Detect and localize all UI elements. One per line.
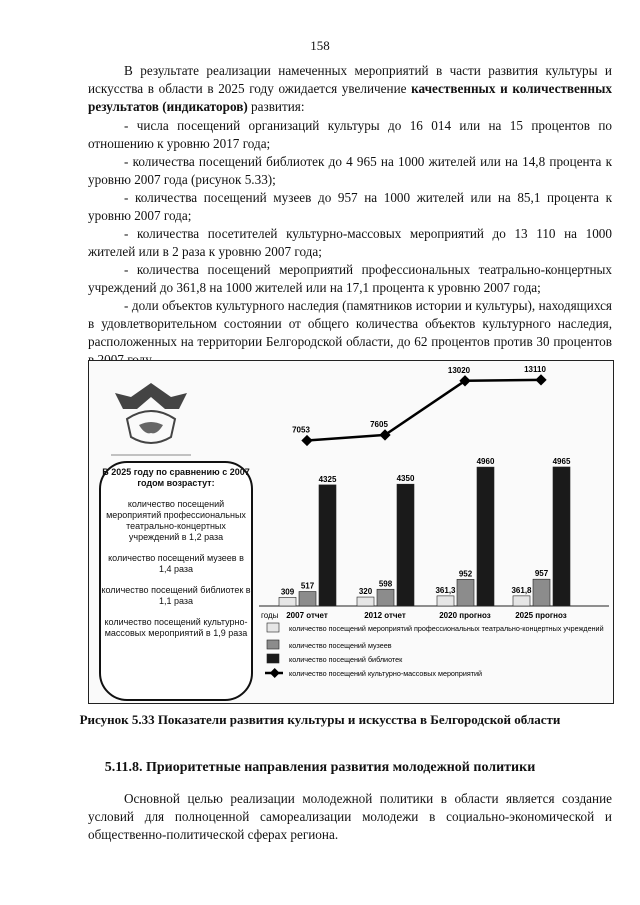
- data-label: 952: [458, 569, 473, 579]
- data-label: 4965: [552, 456, 571, 466]
- data-label: 13020: [447, 365, 471, 375]
- bar: [513, 596, 530, 606]
- bar: [397, 484, 414, 606]
- data-label: 361,3: [435, 585, 456, 595]
- x-tick-label: 2025 прогноз: [515, 611, 567, 620]
- x-axis-title: годы: [261, 611, 279, 620]
- legend-label: количество посещений музеев: [289, 641, 392, 650]
- legend-swatch: [267, 640, 279, 649]
- data-label: 598: [378, 579, 393, 589]
- info-box-item: количество посещений библиотек в 1,1 раза: [101, 585, 251, 606]
- bar: [437, 596, 454, 606]
- x-tick-label: 2007 отчет: [286, 611, 328, 620]
- info-box-heading: В 2025 году по сравнению с 2007 годом возрастут:: [102, 467, 250, 488]
- intro-bold-text: качественных и количественных результатов (индикаторов): [88, 81, 612, 114]
- bar: [299, 592, 316, 606]
- series-line: [307, 380, 541, 441]
- bar: [319, 485, 336, 606]
- intro-text-end: развития:: [247, 99, 305, 114]
- data-label: 4350: [396, 474, 415, 484]
- legend-label: количество посещений библиотек: [289, 655, 403, 664]
- info-box-item: количество посещений музеев в 1,4 раза: [108, 553, 244, 574]
- info-box-item: количество посещений культурно-массовых мероприятий в 1,9 раза: [104, 617, 248, 638]
- bullet-item: - количества посетителей культурно-массовых мероприятий до 13 110 на 1000 жителей или в 2 раза к уровню 2007 года;: [88, 226, 612, 259]
- closing-paragraph: Основной целью реализации молодежной политики в области является создание условий для полноценной самореализации молодежи в социально-экономической и общественно-политической сферах региона.: [88, 791, 612, 842]
- bar: [377, 589, 394, 606]
- data-label: 4325: [318, 474, 337, 484]
- bullet-item: - количества посещений библиотек до 4 965 на 1000 жителей или на 14,8 процента к уровню 2007 года (рисунок 5.33);: [88, 154, 612, 187]
- line-point: [301, 435, 312, 446]
- bar: [533, 579, 550, 606]
- info-box: [99, 461, 253, 701]
- bar: [357, 597, 374, 606]
- x-tick-label: 2020 прогноз: [439, 611, 491, 620]
- bullet-item: - количества посещений мероприятий профессиональных театрально-концертных учреждений до 361,8 на 1000 жителей или на 17,1 процента к уровню 2007 года;: [88, 262, 612, 295]
- figure-5-33: [88, 360, 614, 704]
- bar: [553, 467, 570, 606]
- data-label: 361,8: [511, 585, 532, 595]
- data-label: 957: [534, 569, 549, 579]
- line-point: [535, 374, 546, 385]
- data-label: 13110: [524, 364, 546, 374]
- data-label: 309: [280, 587, 295, 597]
- legend-marker: [270, 668, 280, 678]
- bullet-item: - количества посещений музеев до 957 на 1000 жителей или на 85,1 процента к уровню 2007 года;: [88, 190, 612, 223]
- page-number: 158: [310, 38, 330, 53]
- data-label: 320: [358, 587, 373, 597]
- legend-swatch: [267, 623, 279, 632]
- data-label: 7605: [370, 419, 388, 429]
- intro-paragraph: [88, 62, 612, 116]
- data-label: 517: [300, 581, 315, 591]
- figure-caption: Рисунок 5.33 Показатели развития культуры и искусства в Белгородской области: [79, 712, 561, 727]
- intro-text: В результате реализации намеченных мероприятий в части развития культуры и искусства в области в 2025 году ожидается увеличение: [88, 63, 612, 96]
- bullet-item: - числа посещений организаций культуры до 16 014 или на 15 процентов по отношению к уровню 2017 года;: [88, 118, 612, 151]
- legend-label: количество посещений культурно-массовых мероприятий: [289, 669, 483, 678]
- legend-swatch: [267, 654, 279, 663]
- bar: [457, 579, 474, 606]
- x-tick-label: 2012 отчет: [364, 611, 406, 620]
- info-box-item: количество посещений мероприятий профессиональных театрально-концертных учреждений в 1,2 раза: [106, 499, 246, 542]
- legend-label: количество посещений мероприятий профессиональных театрально-концертных учреждений: [289, 624, 604, 633]
- bar: [477, 467, 494, 606]
- section-title: 5.11.8. Приоритетные направления развития молодежной политики: [104, 760, 536, 775]
- data-label: 4960: [476, 457, 495, 467]
- bullet-item: - доли объектов культурного наследия (памятников истории и культуры), находящихся в удовлетворительном состоянии от общего количества объектов культурного наследия, расположенных на территории Белгородской области, до 62 процентов против 30 процентов: [88, 298, 612, 349]
- bar: [279, 597, 296, 606]
- data-label: 7053: [292, 425, 310, 435]
